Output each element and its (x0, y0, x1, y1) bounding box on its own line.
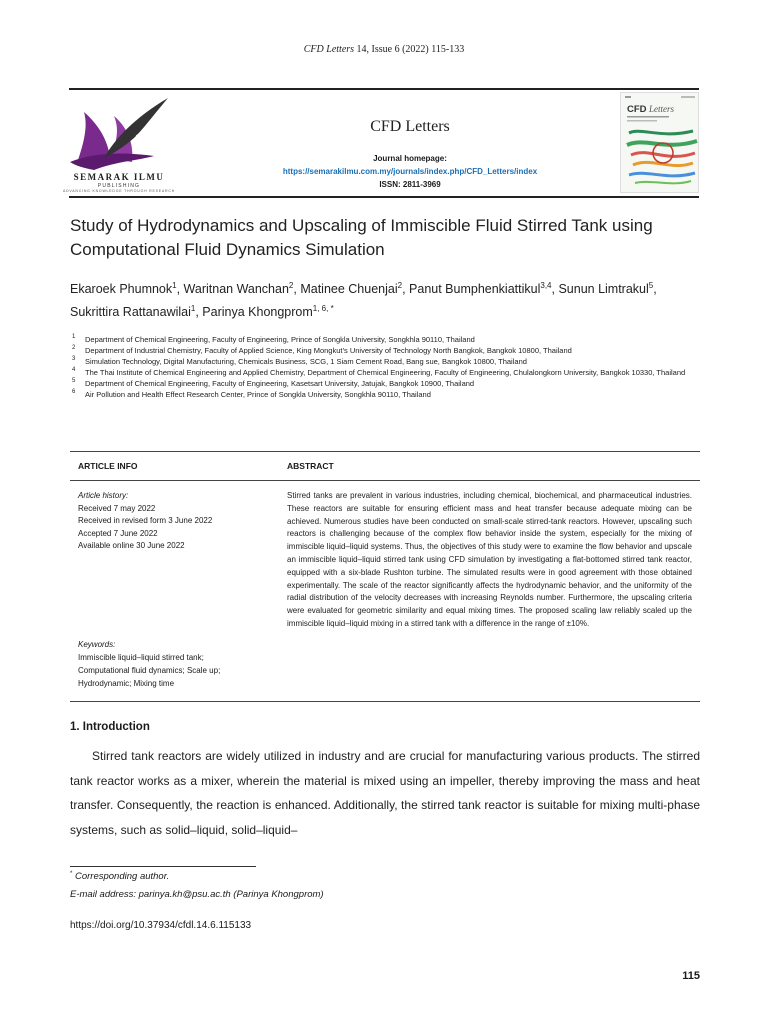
affiliation: 2 Department of Industrial Chemistry, Faculty of Applied Science, King Mongkut’s University of Technology North Bangkok, Bangkok 10800, Thailand (72, 345, 572, 355)
info-bottom-rule (70, 701, 700, 702)
keyword-line: Hydrodynamic; Mixing time (78, 679, 175, 688)
author: Parinya Khongprom$^{1, 6, *}$ (202, 304, 334, 320)
abstract-text: Stirred tanks are prevalent in various industries, including chemical, biochemical, and pharmaceutical industries. These reactors are suitable for ensuring efficient mass and heat transfer because adequate mixing can be achieved. Numerous studies have been conducted on small-scale stirred-tank reactors. However, upscaling such reactors is challenging because of the complex flow behavior inside the system, especially for the mixing of immiscible liquid–liquid systems. Thus, the objectives of this study were to examine the flow behavior and upscale an immiscible liquid–liquid stirred tank using CFD simulation by investigating a flat-bottomed stirred tank reactor, equipped with a six-blade Rushton turbine. The simulated results were in good agreement with those obtained experimentally. The scale of the reactor significantly affects the hydrodynamic behavior, and the uniformity of the radial distribution of the velocity decreases with increasing Reynolds number. Furthermore, the upscaling criteria were evaluated for geometric similarity and equal mixing times. The proposed scaling law reliably scaled up the immiscible liquid–liquid mixing in a stirred tank with a difference in the range of ±10%. (287, 491, 692, 628)
doi-link[interactable]: https://doi.org/10.37934/cfdl.14.6.115133 (70, 920, 252, 931)
running-head: CFD Letters 14, Issue 6 (2022) 115-133 (303, 44, 465, 55)
keywords (78, 638, 278, 690)
homepage-label: Journal homepage: (373, 154, 447, 163)
history-received: Received 7 may 2022 (78, 503, 156, 513)
keyword-line: Computational fluid dynamics; Scale up; (78, 666, 221, 675)
corresponding-author-note: * Corresponding author. (70, 871, 170, 883)
author: Ekaroek Phumnok$^1$, (70, 281, 184, 297)
journal-cover-image (620, 92, 699, 193)
author: Matinee Chuenjai$^2$, (300, 281, 410, 297)
author: Sukrittira Rattanawilai$^1$, (70, 304, 203, 320)
homepage-link[interactable]: https://semarakilmu.com.my/journals/index.php/CFD_Letters/index (282, 167, 538, 176)
publisher-tagline: ADVANCING KNOWLEDGE THROUGH RESEARCH (62, 189, 176, 193)
author: Panut Bumphenkiattikul$^{3,4}$, (409, 281, 559, 297)
author: Sunun Limtrakul$^5$, (558, 281, 657, 297)
section-heading-introduction: 1. Introduction (70, 721, 150, 733)
keyword-line: Immiscible liquid–liquid stirred tank; (78, 653, 204, 662)
keywords-label: Keywords: (78, 640, 116, 649)
history-revised: Received in revised form 3 June 2022 (78, 516, 213, 525)
svg-text:Letters: Letters (649, 104, 675, 114)
info-top-rule (70, 451, 700, 452)
footnote-rule (70, 866, 256, 867)
history-online: Available online 30 June 2022 (78, 541, 185, 550)
affiliation: 1 Department of Chemical Engineering, Faculty of Engineering, Prince of Songkla University, Songkhla 90110, Thailand (72, 334, 475, 344)
affiliation-list (70, 334, 700, 400)
article-info-heading: ARTICLE INFO (78, 461, 138, 471)
author-list (70, 276, 700, 322)
introduction-paragraph: Stirred tank reactors are widely utilized in industry and are crucial for manufacturing various products. The stirred tank reactor works as a mixer, wherein the material is mixed using an impeller, thereby improving the mass and heat transfer. Consequently, the reaction is enhanced. Additionally, the stirred tank reactor is suitable for mixing multi-phase systems, such as solid–liquid, solid–liquid– (70, 749, 700, 837)
masthead (180, 118, 640, 189)
publisher-name: SEMARAK ILMU (73, 172, 165, 182)
history-label: Article history: (78, 491, 129, 500)
history-accepted: Accepted 7 June 2022 (78, 528, 158, 538)
masthead-bottom-rule (69, 196, 699, 198)
publisher-sub: PUBLISHING (97, 183, 141, 189)
author-email: E-mail address: parinya.kh@psu.ac.th (Parinya Khongprom) (70, 889, 324, 900)
author: Waritnan Wanchan$^2$, (183, 281, 301, 297)
journal-name: CFD Letters (370, 118, 450, 135)
affiliation: 5 Department of Chemical Engineering, Faculty of Engineering, Kasetsart University, Jatujak, Bangkok 10900, Thailand (72, 378, 475, 388)
issn: ISSN: 2811-3969 (379, 180, 441, 189)
abstract-heading: ABSTRACT (287, 461, 334, 471)
article-title: Study of Hydrodynamics and Upscaling of Immiscible Fluid Stirred Tank using Computational Fluid Dynamics Simulation (70, 216, 653, 259)
info-header-rule (70, 480, 700, 481)
page-number: 115 (682, 970, 700, 982)
affiliation: 3 Simulation Technology, Digital Manufacturing, Chemicals Business, SCG, 1 Siam Cement Road, Bang sue, Bangkok 10800, Thailand (72, 356, 527, 366)
article-history (78, 490, 278, 553)
cover-title-text: CFD (627, 104, 647, 115)
affiliation: 4 The Thai Institute of Chemical Engineering and Applied Chemistry, Department of Chemical Engineering, Faculty of Engineering, Chulalongkorn University, Bangkok 10330, Thailand (72, 367, 686, 377)
affiliation: 6 Air Pollution and Health Effect Research Center, Prince of Songkla University, Songkhla 90110, Thailand (72, 389, 431, 399)
